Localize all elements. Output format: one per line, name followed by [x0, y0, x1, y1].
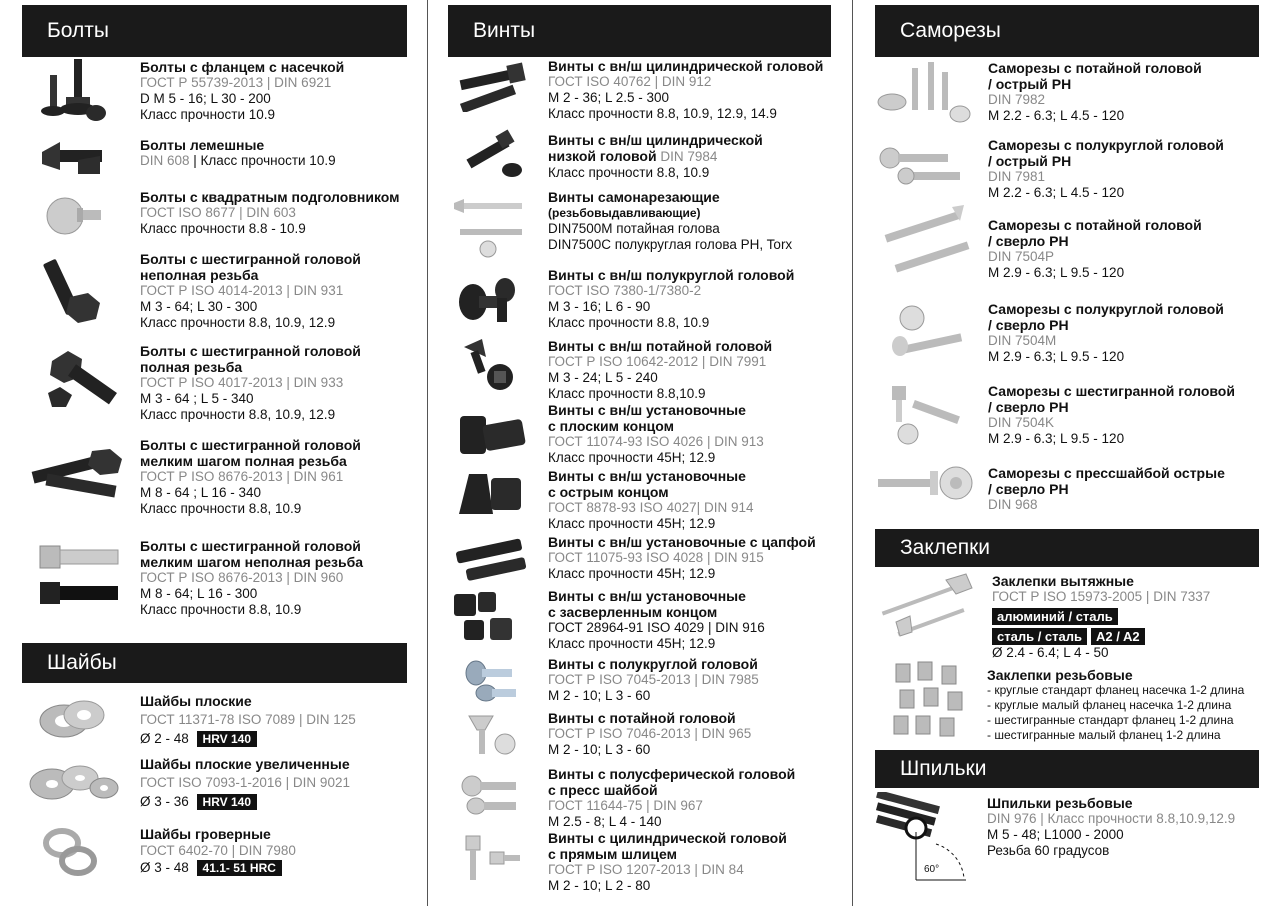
item-title: Винты с вн/ш цилиндрической головой [548, 58, 824, 74]
hex-drill-screw-image [888, 382, 968, 450]
button-head-screw-image [455, 272, 520, 327]
countersunk-drill-screw-image [876, 203, 971, 283]
item-title: Шайбы плоские [140, 693, 252, 709]
item-class: Класс прочности 8.8, 10.9, 12.9, 14.9 [548, 106, 777, 121]
item-size: M 2 - 10; L 3 - 60 [548, 742, 651, 757]
item-size: M 5 - 48; L1000 - 2000 [987, 827, 1124, 842]
socket-cap-screw-image [450, 60, 530, 112]
item-type-1: DIN7500M потайная голова [548, 221, 720, 236]
washer-item-flat [140, 693, 356, 747]
flat-washer-image [38, 693, 108, 743]
item-standard: ГОСТ Р ISO 15973-2005 | DIN 7337 [992, 589, 1211, 604]
set-screw-dog-image [452, 535, 532, 585]
item-standard: ГОСТ 11644-75 | DIN 967 [548, 798, 703, 813]
low-head-screw-image [458, 128, 528, 183]
item-class: | Класс прочности 10.9 [193, 153, 336, 168]
item-size: M 2.2 - 6.3; L 4.5 - 120 [988, 108, 1125, 123]
item-title: Шайбы плоские увеличенные [140, 756, 350, 772]
section-title: Винты [473, 19, 536, 42]
hex-bolt-full-image [42, 343, 122, 413]
item-title: Винты с вн/ш установочные [548, 468, 746, 484]
item-size: M 3 - 64 ; L 5 - 340 [140, 391, 254, 406]
item-title-line2: мелким шагом неполная резьба [140, 554, 364, 570]
bolt-item-hex-fine-full [140, 437, 361, 517]
screw-item-low-head [548, 132, 763, 181]
screw-item-countersunk-socket [548, 338, 772, 402]
item-standard: ГОСТ 6402-70 | DIN 7980 [140, 843, 296, 858]
tapping-item-wafer-head [988, 465, 1225, 513]
item-standard: ГОСТ 8878-93 ISO 4027| DIN 914 [548, 500, 754, 515]
item-title: Винты с вн/ш установочные с цапфой [548, 534, 816, 550]
item-standard: ГОСТ 11074-93 ISO 4026 | DIN 913 [548, 434, 764, 449]
item-standard: DIN 7984 [660, 149, 718, 164]
pan-drill-screw-image [890, 300, 970, 365]
item-title-line2: неполная резьба [140, 267, 259, 283]
item-title: Саморезы с полукруглой головой [988, 301, 1224, 317]
item-size: M 2.9 - 6.3; L 9.5 - 120 [988, 349, 1125, 364]
item-standard: DIN 968 [988, 497, 1038, 512]
list-item: - круглые малый фланец насечка 1-2 длина [987, 698, 1232, 712]
item-title-line2: мелким шагом полная резьба [140, 453, 347, 469]
column-divider-2 [852, 0, 853, 906]
list-item: - шестигранные стандарт фланец 1-2 длина [987, 713, 1234, 727]
item-title: Болты с шестигранной головой [140, 343, 361, 359]
screw-item-set-cup [548, 588, 765, 652]
item-size: D M 5 - 16; L 30 - 200 [140, 91, 271, 106]
item-standard: DIN 7504M [988, 333, 1057, 348]
item-title: Болты с фланцем с насечкой [140, 59, 345, 75]
item-title-line2: / сверло PH [988, 481, 1069, 497]
item-title: Винты с вн/ш полукруглой головой [548, 267, 795, 283]
section-header-screws [448, 5, 831, 57]
item-class: Класс прочности 8.8 - 10.9 [140, 221, 306, 236]
set-screw-flat-image [458, 410, 533, 460]
item-class: Класс прочности 10.9 [140, 107, 276, 122]
rivet-nut-image [890, 660, 975, 740]
item-title-line2: с пресс шайбой [548, 782, 658, 798]
set-screw-cup-image [450, 588, 530, 646]
item-size: Ø 2 - 48 [140, 731, 189, 746]
material-tag: A2 / A2 [1091, 628, 1145, 645]
item-standard: ГОСТ 11371-78 ISO 7089 | DIN 125 [140, 712, 356, 727]
item-title: Винты с полукруглой головой [548, 656, 758, 672]
section-header-washers [22, 643, 407, 683]
hardness-badge: HRV 140 [197, 731, 257, 747]
tapping-item-pan-sharp [988, 137, 1224, 201]
item-standard: ГОСТ Р ISO 4014-2013 | DIN 931 [140, 283, 344, 298]
item-title: Винты с полусферической головой [548, 766, 796, 782]
washer-item-spring [140, 826, 296, 876]
tapping-item-pan-drill [988, 301, 1224, 365]
item-class: Класс прочности 45H; 12.9 [548, 566, 716, 581]
item-size: M 8 - 64; L 16 - 300 [140, 586, 258, 601]
countersunk-tapping-screw-image [876, 58, 976, 128]
item-standard: ГОСТ Р ISO 4017-2013 | DIN 933 [140, 375, 344, 390]
item-title-line2: / острый PH [988, 76, 1072, 92]
countersunk-screw-image [465, 712, 520, 760]
item-class: Класс прочности 45H; 12.9 [548, 636, 716, 651]
screw-item-set-cone [548, 468, 753, 532]
item-title: Саморезы с потайной головой [988, 60, 1202, 76]
bolt-item-plow [140, 137, 336, 169]
item-size: M 8 - 64 ; L 16 - 340 [140, 485, 262, 500]
item-standard: ГОСТ Р ISO 10642-2012 | DIN 7991 [548, 354, 767, 369]
item-size: Ø 3 - 36 [140, 794, 189, 809]
item-title: Болты с шестигранной головой [140, 538, 361, 554]
item-size: M 2 - 10; L 3 - 60 [548, 688, 651, 703]
section-title: Болты [47, 19, 109, 42]
item-title: Винты самонарезающие [548, 189, 720, 205]
stud-item-threaded [987, 795, 1235, 859]
rivet-type-list [987, 683, 1244, 743]
item-standard: ГОСТ ISO 7093-1-2016 | DIN 9021 [140, 775, 350, 790]
screw-item-pan-head [548, 656, 759, 704]
item-standard: DIN 608 [140, 153, 190, 168]
carriage-bolt-image [45, 190, 105, 242]
item-standard: DIN 7982 [988, 92, 1046, 107]
item-class: Класс прочности 8.8, 10.9 [548, 315, 710, 330]
item-size: M 3 - 64; L 30 - 300 [140, 299, 258, 314]
item-standard: DIN 976 [987, 811, 1037, 826]
item-class: Класс прочности 8.8, 10.9 [140, 501, 302, 516]
screw-item-press-washer [548, 766, 795, 830]
item-title: Винты с цилиндрической головой [548, 830, 787, 846]
section-title: Шпильки [900, 757, 987, 780]
item-title-line2: (резьбовыдавливающие) [548, 206, 701, 220]
item-size: M 3 - 24; L 5 - 240 [548, 370, 658, 385]
threaded-rod-image [876, 792, 976, 887]
item-standard: DIN 7504P [988, 249, 1055, 264]
item-title: Винты с вн/ш установочные [548, 588, 746, 604]
item-class: Класс прочности 8.8,10.9 [548, 386, 706, 401]
item-standard: DIN 7981 [988, 169, 1046, 184]
washer-item-large [140, 756, 350, 810]
list-item: - круглые стандарт фланец насечка 1-2 длина [987, 683, 1245, 697]
screw-item-set-flat [548, 402, 764, 466]
screw-item-button-head [548, 267, 794, 331]
item-title-line2: низкой головой [548, 148, 657, 164]
tapping-item-hex-drill [988, 383, 1235, 447]
item-size: M 2.9 - 6.3; L 9.5 - 120 [988, 265, 1125, 280]
list-item: - шестигранные малый фланец 1-2 длина [987, 728, 1221, 742]
item-standard: ГОСТ 11075-93 ISO 4028 | DIN 915 [548, 550, 764, 565]
item-title: Болты с квадратным подголовником [140, 189, 400, 205]
item-title-line2: с прямым шлицем [548, 846, 677, 862]
hex-bolt-partial-image [42, 255, 117, 325]
hex-bolt-fine-partial-image [38, 542, 123, 610]
item-title-line2: с плоским концом [548, 418, 675, 434]
item-standard: ГОСТ Р ISO 7046-2013 | DIN 965 [548, 726, 752, 741]
hardness-badge: HRV 140 [197, 794, 257, 810]
item-title-line2: / сверло PH [988, 233, 1069, 249]
item-class: Класс прочности 8.8, 10.9, 12.9 [140, 407, 336, 422]
item-title: Саморезы с полукруглой головой [988, 137, 1224, 153]
item-size: Ø 2.4 - 6.4; L 4 - 50 [992, 645, 1109, 660]
item-title-line2: / сверло PH [988, 399, 1069, 415]
slotted-cheese-screw-image [462, 832, 522, 887]
item-size: M 2 - 10; L 2 - 80 [548, 878, 651, 893]
item-standard: ГОСТ ISO 40762 | DIN 912 [548, 74, 712, 89]
hardness-badge: 41.1- 51 HRC [197, 860, 282, 876]
bolt-item-hex-partial [140, 251, 361, 331]
item-title: Саморезы с шестигранной головой [988, 383, 1235, 399]
section-title: Саморезы [900, 19, 1001, 42]
section-title: Заклепки [900, 536, 991, 559]
item-class: | Класс прочности 8.8,10.9,12.9 [1040, 811, 1236, 826]
screw-item-set-dog [548, 534, 816, 582]
tapping-item-countersunk-sharp [988, 60, 1202, 124]
item-class: Класс прочности 8.8, 10.9 [140, 602, 302, 617]
item-standard: ГОСТ Р ISO 1207-2013 | DIN 84 [548, 862, 744, 877]
screw-item-slotted-cheese [548, 830, 787, 894]
wafer-head-screw-image [876, 463, 976, 508]
item-title-line2: с острым концом [548, 484, 669, 500]
bolt-item-carriage [140, 189, 400, 237]
blind-rivet-image [876, 572, 981, 642]
set-screw-cone-image [455, 470, 530, 520]
rivet-item-threaded [987, 667, 1244, 743]
item-title: Болты с шестигранной головой [140, 251, 361, 267]
thread-forming-screw-image [452, 195, 527, 260]
item-title: Заклепки резьбовые [987, 667, 1133, 683]
item-class: Класс прочности 45H; 12.9 [548, 450, 716, 465]
item-title-line2: полная резьба [140, 359, 243, 375]
item-standard: ГОСТ Р 55739-2013 | DIN 6921 [140, 75, 332, 90]
item-type-2: DIN7500C полукруглая голова PH, Torx [548, 237, 793, 252]
item-class: Класс прочности 8.8, 10.9, 12.9 [140, 315, 336, 330]
section-title: Шайбы [47, 651, 117, 674]
item-standard: ГОСТ 28964-91 ISO 4029 | DIN 916 [548, 620, 765, 635]
press-washer-screw-image [460, 770, 522, 818]
item-title-line2: / сверло PH [988, 317, 1069, 333]
item-thread: Резьба 60 градусов [987, 843, 1110, 858]
pan-head-screw-image [462, 655, 522, 705]
item-title: Шпильки резьбовые [987, 795, 1133, 811]
large-washer-image [28, 758, 120, 808]
pan-tapping-screw-image [876, 140, 966, 188]
plow-bolt-image [38, 138, 108, 178]
item-class: Класс прочности 45H; 12.9 [548, 516, 716, 531]
bolt-item-hex-full [140, 343, 361, 423]
item-standard: DIN 7504K [988, 415, 1055, 430]
item-title-line2: с засверленным концом [548, 604, 718, 620]
item-size: Ø 3 - 48 [140, 860, 189, 875]
screw-item-socket-cap [548, 58, 823, 122]
screw-item-thread-forming [548, 189, 792, 253]
section-header-studs [875, 750, 1259, 788]
item-size: M 2.5 - 8; L 4 - 140 [548, 814, 662, 829]
item-title: Винты с потайной головой [548, 710, 736, 726]
item-size: M 2.9 - 6.3; L 9.5 - 120 [988, 431, 1125, 446]
hex-bolt-fine-full-image [28, 445, 128, 505]
item-size: M 3 - 16; L 6 - 90 [548, 299, 651, 314]
item-size: M 2 - 36; L 2.5 - 300 [548, 90, 670, 105]
item-title: Болты лемешные [140, 137, 265, 153]
item-standard: ГОСТ ISO 7380-1/7380-2 [548, 283, 702, 298]
item-standard: ГОСТ Р ISO 7045-2013 | DIN 7985 [548, 672, 759, 687]
flange-bolt-image [38, 57, 108, 125]
column-divider-1 [427, 0, 428, 906]
spring-washer-image [38, 825, 108, 880]
item-title-line2: / острый PH [988, 153, 1072, 169]
item-standard: ГОСТ Р ISO 8676-2013 | DIN 961 [140, 469, 344, 484]
section-header-bolts [22, 5, 407, 57]
screw-item-countersunk [548, 710, 751, 758]
item-title: Шайбы гроверные [140, 826, 271, 842]
item-title: Заклепки вытяжные [992, 573, 1134, 589]
item-title: Болты с шестигранной головой [140, 437, 361, 453]
countersunk-socket-screw-image [460, 337, 520, 392]
thread-angle-label: 60° [924, 864, 940, 875]
item-size: M 2.2 - 6.3; L 4.5 - 120 [988, 185, 1125, 200]
item-title: Винты с вн/ш потайной головой [548, 338, 773, 354]
tapping-item-countersunk-drill [988, 217, 1202, 281]
section-header-tapping [875, 5, 1259, 57]
item-title: Винты с вн/ш цилиндрической [548, 132, 763, 148]
rivet-item-blind [992, 573, 1210, 661]
material-tag: сталь / сталь [992, 628, 1087, 645]
bolt-item-flange [140, 59, 344, 123]
item-title: Саморезы с прессшайбой острые [988, 465, 1225, 481]
item-standard: ГОСТ Р ISO 8676-2013 | DIN 960 [140, 570, 344, 585]
bolt-item-hex-fine-partial [140, 538, 363, 618]
material-tag: алюминий / сталь [992, 608, 1118, 625]
item-title: Винты с вн/ш установочные [548, 402, 746, 418]
item-standard: ГОСТ ISO 8677 | DIN 603 [140, 205, 296, 220]
section-header-rivets [875, 529, 1259, 567]
item-title: Саморезы с потайной головой [988, 217, 1202, 233]
item-class: Класс прочности 8.8, 10.9 [548, 165, 710, 180]
